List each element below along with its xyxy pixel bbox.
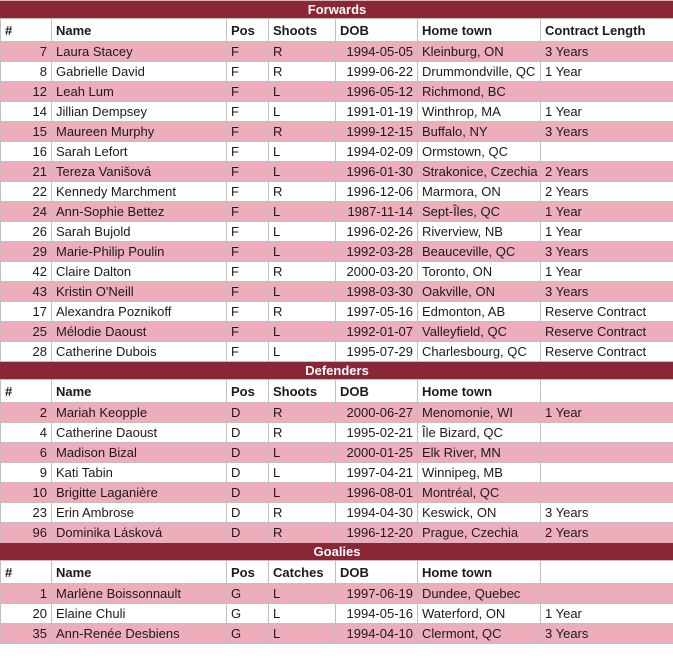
cell-pos: F [227,102,269,122]
cell-contract: 3 Years [541,242,673,262]
cell-number: 43 [1,282,52,302]
cell-hometown: Toronto, ON [418,262,541,282]
cell-name: Catherine Dubois [52,342,227,362]
cell-contract [541,463,673,483]
cell-pos: D [227,423,269,443]
cell-contract: 1 Year [541,202,673,222]
cell-contract: 3 Years [541,624,673,644]
cell-dob: 1992-01-07 [336,322,418,342]
cell-pos: F [227,302,269,322]
section-title: Forwards [1,1,673,19]
cell-dob: 1992-03-28 [336,242,418,262]
table-row [1,503,673,523]
column-header-row [1,380,673,403]
cell-dob: 1996-08-01 [336,483,418,503]
cell-shoots: R [269,302,336,322]
cell-hometown: Menomonie, WI [418,403,541,423]
cell-pos: F [227,122,269,142]
cell-name: Claire Dalton [52,262,227,282]
column-header: Pos [227,19,269,42]
cell-dob: 2000-01-25 [336,443,418,463]
table-row [1,82,673,102]
cell-shoots: L [269,162,336,182]
cell-number: 9 [1,463,52,483]
cell-dob: 1996-01-30 [336,162,418,182]
cell-hometown: Kleinburg, ON [418,42,541,62]
cell-contract: 3 Years [541,122,673,142]
cell-pos: D [227,463,269,483]
cell-dob: 1997-06-19 [336,584,418,604]
cell-contract: 1 Year [541,262,673,282]
cell-hometown: Valleyfield, QC [418,322,541,342]
cell-hometown: Waterford, ON [418,604,541,624]
cell-dob: 1995-02-21 [336,423,418,443]
section-banner-defenders [1,362,673,380]
cell-hometown: Île Bizard, QC [418,423,541,443]
cell-pos: F [227,242,269,262]
cell-contract [541,82,673,102]
column-header: DOB [336,380,418,403]
cell-number: 23 [1,503,52,523]
cell-number: 26 [1,222,52,242]
cell-number: 28 [1,342,52,362]
column-header: Home town [418,380,541,403]
cell-number: 35 [1,624,52,644]
cell-dob: 1991-01-19 [336,102,418,122]
column-header-row [1,561,673,584]
column-header: Pos [227,380,269,403]
cell-shoots: L [269,604,336,624]
cell-shoots: L [269,82,336,102]
cell-hometown: Richmond, BC [418,82,541,102]
cell-contract: 1 Year [541,222,673,242]
cell-hometown: Drummondville, QC [418,62,541,82]
table-row [1,262,673,282]
cell-name: Elaine Chuli [52,604,227,624]
cell-pos: G [227,624,269,644]
table-row [1,102,673,122]
cell-pos: F [227,282,269,302]
cell-pos: F [227,322,269,342]
table-row [1,443,673,463]
cell-dob: 1999-12-15 [336,122,418,142]
column-header-row [1,19,673,42]
column-header: Shoots [269,380,336,403]
column-header: Pos [227,561,269,584]
cell-hometown: Marmora, ON [418,182,541,202]
cell-number: 7 [1,42,52,62]
cell-hometown: Buffalo, NY [418,122,541,142]
cell-contract: Reserve Contract [541,342,673,362]
cell-number: 42 [1,262,52,282]
cell-hometown: Elk River, MN [418,443,541,463]
cell-hometown: Clermont, QC [418,624,541,644]
cell-dob: 1996-12-20 [336,523,418,543]
column-header: Home town [418,19,541,42]
roster-table-body [1,1,673,644]
cell-hometown: Prague, Czechia [418,523,541,543]
cell-shoots: L [269,443,336,463]
table-row [1,584,673,604]
table-row [1,222,673,242]
cell-shoots: L [269,483,336,503]
cell-contract: 2 Years [541,523,673,543]
cell-contract: 1 Year [541,62,673,82]
cell-name: Erin Ambrose [52,503,227,523]
cell-name: Gabrielle David [52,62,227,82]
cell-pos: G [227,604,269,624]
cell-name: Sarah Bujold [52,222,227,242]
cell-shoots: R [269,42,336,62]
cell-dob: 1999-06-22 [336,62,418,82]
cell-number: 24 [1,202,52,222]
cell-pos: D [227,443,269,463]
table-row [1,142,673,162]
cell-dob: 1996-05-12 [336,82,418,102]
cell-contract: 1 Year [541,403,673,423]
cell-dob: 2000-06-27 [336,403,418,423]
cell-contract [541,423,673,443]
cell-number: 1 [1,584,52,604]
cell-hometown: Sept-Îles, QC [418,202,541,222]
cell-number: 96 [1,523,52,543]
table-row [1,62,673,82]
cell-name: Marie-Philip Poulin [52,242,227,262]
cell-shoots: R [269,403,336,423]
table-row [1,302,673,322]
cell-number: 25 [1,322,52,342]
cell-contract: 1 Year [541,604,673,624]
cell-shoots: L [269,202,336,222]
cell-name: Marlène Boissonnault [52,584,227,604]
cell-number: 14 [1,102,52,122]
cell-pos: F [227,42,269,62]
cell-number: 16 [1,142,52,162]
cell-contract [541,142,673,162]
cell-shoots: L [269,222,336,242]
cell-name: Mariah Keopple [52,403,227,423]
cell-pos: F [227,162,269,182]
cell-contract [541,483,673,503]
cell-shoots: R [269,62,336,82]
cell-number: 10 [1,483,52,503]
column-header: Name [52,561,227,584]
cell-shoots: R [269,523,336,543]
cell-name: Tereza Vanišová [52,162,227,182]
cell-pos: F [227,222,269,242]
section-banner-goalies [1,543,673,561]
table-row [1,182,673,202]
cell-hometown: Ormstown, QC [418,142,541,162]
column-header: Name [52,380,227,403]
cell-pos: D [227,483,269,503]
table-row [1,282,673,302]
cell-name: Ann-Sophie Bettez [52,202,227,222]
cell-dob: 2000-03-20 [336,262,418,282]
table-row [1,403,673,423]
cell-name: Catherine Daoust [52,423,227,443]
cell-hometown: Edmonton, AB [418,302,541,322]
cell-contract: Reserve Contract [541,322,673,342]
cell-shoots: R [269,122,336,142]
cell-name: Mélodie Daoust [52,322,227,342]
column-header [541,561,673,584]
cell-shoots: R [269,262,336,282]
cell-name: Kati Tabin [52,463,227,483]
cell-name: Kristin O'Neill [52,282,227,302]
column-header: DOB [336,19,418,42]
cell-number: 29 [1,242,52,262]
cell-shoots: L [269,322,336,342]
cell-contract: 1 Year [541,102,673,122]
table-row [1,242,673,262]
column-header: # [1,19,52,42]
section-title: Goalies [1,543,673,561]
cell-contract: 3 Years [541,42,673,62]
cell-dob: 1994-05-16 [336,604,418,624]
cell-hometown: Strakonice, Czechia [418,162,541,182]
cell-dob: 1997-04-21 [336,463,418,483]
table-row [1,523,673,543]
section-title: Defenders [1,362,673,380]
cell-pos: D [227,503,269,523]
cell-shoots: L [269,624,336,644]
cell-hometown: Riverview, NB [418,222,541,242]
cell-hometown: Charlesbourg, QC [418,342,541,362]
section-banner-forwards [1,1,673,19]
cell-pos: F [227,202,269,222]
cell-hometown: Winnipeg, MB [418,463,541,483]
cell-name: Laura Stacey [52,42,227,62]
column-header: Home town [418,561,541,584]
cell-name: Ann-Renée Desbiens [52,624,227,644]
cell-number: 4 [1,423,52,443]
cell-hometown: Oakville, ON [418,282,541,302]
table-row [1,322,673,342]
cell-hometown: Dundee, Quebec [418,584,541,604]
cell-name: Sarah Lefort [52,142,227,162]
cell-dob: 1998-03-30 [336,282,418,302]
cell-number: 21 [1,162,52,182]
cell-shoots: R [269,182,336,202]
cell-name: Kennedy Marchment [52,182,227,202]
cell-number: 8 [1,62,52,82]
table-row [1,423,673,443]
cell-dob: 1996-12-06 [336,182,418,202]
column-header: Catches [269,561,336,584]
cell-dob: 1994-04-10 [336,624,418,644]
cell-dob: 1994-04-30 [336,503,418,523]
cell-hometown: Winthrop, MA [418,102,541,122]
cell-dob: 1994-02-09 [336,142,418,162]
table-row [1,463,673,483]
cell-name: Madison Bizal [52,443,227,463]
cell-pos: F [227,82,269,102]
cell-contract: 3 Years [541,282,673,302]
cell-shoots: L [269,282,336,302]
cell-shoots: L [269,102,336,122]
column-header: Shoots [269,19,336,42]
cell-pos: F [227,62,269,82]
cell-pos: F [227,262,269,282]
table-row [1,342,673,362]
table-row [1,122,673,142]
cell-shoots: R [269,423,336,443]
cell-number: 20 [1,604,52,624]
column-header: # [1,380,52,403]
cell-name: Leah Lum [52,82,227,102]
cell-hometown: Beauceville, QC [418,242,541,262]
cell-name: Jillian Dempsey [52,102,227,122]
cell-hometown: Montréal, QC [418,483,541,503]
cell-contract [541,584,673,604]
cell-contract: Reserve Contract [541,302,673,322]
column-header: # [1,561,52,584]
cell-contract [541,443,673,463]
cell-shoots: L [269,142,336,162]
table-row [1,604,673,624]
cell-dob: 1995-07-29 [336,342,418,362]
cell-dob: 1994-05-05 [336,42,418,62]
cell-number: 22 [1,182,52,202]
column-header [541,380,673,403]
table-row [1,483,673,503]
cell-hometown: Keswick, ON [418,503,541,523]
cell-name: Brigitte Laganière [52,483,227,503]
column-header: DOB [336,561,418,584]
cell-pos: F [227,142,269,162]
cell-pos: F [227,182,269,202]
table-row [1,162,673,182]
cell-shoots: L [269,242,336,262]
cell-dob: 1987-11-14 [336,202,418,222]
cell-pos: F [227,342,269,362]
cell-dob: 1997-05-16 [336,302,418,322]
cell-dob: 1996-02-26 [336,222,418,242]
cell-number: 17 [1,302,52,322]
cell-pos: D [227,403,269,423]
cell-number: 15 [1,122,52,142]
cell-shoots: R [269,503,336,523]
table-row [1,624,673,644]
cell-pos: G [227,584,269,604]
cell-name: Maureen Murphy [52,122,227,142]
column-header: Name [52,19,227,42]
table-row [1,202,673,222]
cell-contract: 2 Years [541,182,673,202]
column-header: Contract Length [541,19,673,42]
cell-pos: D [227,523,269,543]
cell-contract: 3 Years [541,503,673,523]
table-row [1,42,673,62]
cell-shoots: L [269,584,336,604]
cell-shoots: L [269,342,336,362]
cell-shoots: L [269,463,336,483]
cell-number: 2 [1,403,52,423]
cell-number: 6 [1,443,52,463]
cell-contract: 2 Years [541,162,673,182]
cell-name: Alexandra Poznikoff [52,302,227,322]
cell-name: Dominika Lásková [52,523,227,543]
cell-number: 12 [1,82,52,102]
